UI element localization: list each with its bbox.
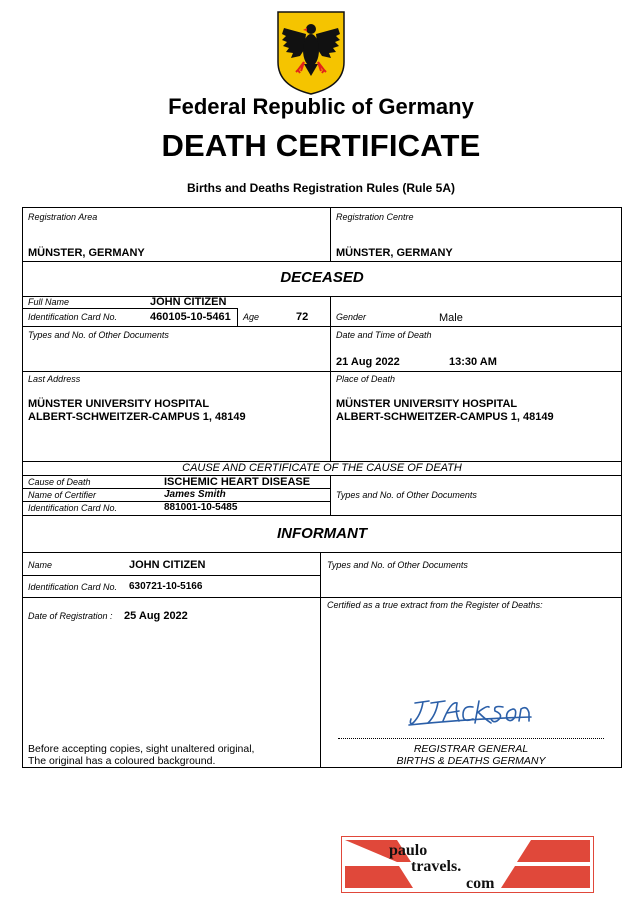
coat-of-arms-icon — [276, 10, 346, 96]
divider — [22, 296, 622, 297]
country-heading: Federal Republic of Germany — [168, 94, 474, 119]
certifier-value: James Smith — [164, 489, 226, 500]
divider — [320, 552, 321, 768]
certified-extract-label: Certified as a true extract from the Register of Deaths: — [327, 600, 543, 610]
divider — [22, 597, 622, 598]
place-of-death-line1: MÜNSTER UNIVERSITY HOSPITAL — [336, 398, 518, 410]
date-time-label: Date and Time of Death — [336, 330, 432, 340]
place-of-death-line2: ALBERT-SCHWEITZER-CAMPUS 1, 48149 — [336, 411, 554, 423]
last-address-label: Last Address — [28, 374, 81, 384]
informant-name-value: JOHN CITIZEN — [129, 559, 206, 571]
certifier-id-value: 881001-10-5485 — [164, 502, 238, 513]
gender-label: Gender — [336, 312, 367, 322]
document-title: DEATH CERTIFICATE — [161, 128, 481, 163]
deceased-heading: DECEASED — [280, 269, 364, 286]
registration-date-value: 25 Aug 2022 — [124, 610, 188, 622]
full-name-value: JOHN CITIZEN — [150, 296, 227, 308]
paulo-travels-watermark-logo — [341, 836, 594, 893]
certifier-id-label: Identification Card No. — [28, 503, 118, 513]
signature-line — [338, 738, 604, 739]
full-name-label: Full Name — [28, 297, 70, 307]
other-documents-label: Types and No. of Other Documents — [28, 330, 169, 340]
divider — [330, 296, 331, 461]
notice-line1: Before accepting copies, sight unaltered original, — [28, 743, 255, 755]
place-of-death-label: Place of Death — [336, 374, 396, 384]
informant-id-label: Identification Card No. — [28, 582, 118, 592]
id-card-value: 460105-10-5461 — [150, 311, 231, 323]
last-address-line2: ALBERT-SCHWEITZER-CAMPUS 1, 48149 — [28, 411, 246, 423]
logo-line3: com — [466, 875, 495, 892]
divider — [22, 515, 622, 516]
registration-area-label: Registration Area — [28, 212, 98, 222]
registration-area-value: MÜNSTER, GERMANY — [28, 247, 145, 259]
logo-line2: travels. — [411, 858, 462, 875]
time-of-death: 13:30 AM — [449, 356, 497, 368]
registration-centre-value: MÜNSTER, GERMANY — [336, 247, 453, 259]
date-of-death: 21 Aug 2022 — [336, 356, 400, 368]
informant-other-documents-label: Types and No. of Other Documents — [327, 560, 468, 570]
divider — [22, 326, 622, 327]
divider — [237, 308, 238, 326]
logo-line1: paulo — [389, 842, 428, 859]
registrar-signature — [405, 693, 535, 729]
registrar-title-line1: REGISTRAR GENERAL — [413, 743, 529, 755]
registration-centre-label: Registration Centre — [336, 212, 414, 222]
informant-name-label: Name — [28, 560, 53, 570]
informant-id-value: 630721-10-5166 — [129, 581, 203, 592]
divider — [22, 552, 622, 553]
cause-other-documents-label: Types and No. of Other Documents — [336, 490, 477, 500]
age-value: 72 — [296, 311, 309, 323]
divider — [22, 475, 622, 476]
last-address-line1: MÜNSTER UNIVERSITY HOSPITAL — [28, 398, 210, 410]
cause-value: ISCHEMIC HEART DISEASE — [164, 476, 311, 488]
age-label: Age — [243, 312, 260, 322]
cause-heading: CAUSE AND CERTIFICATE OF THE CAUSE OF DEATH — [182, 462, 462, 474]
registrar-title-line2: BIRTHS & DEATHS GERMANY — [396, 755, 546, 767]
divider — [22, 371, 622, 372]
informant-heading: INFORMANT — [277, 525, 367, 542]
id-card-label: Identification Card No. — [28, 312, 118, 322]
registration-date-label: Date of Registration : — [28, 611, 113, 621]
rules-subtitle: Births and Deaths Registration Rules (Rule 5A) — [186, 181, 456, 195]
notice-line2: The original has a coloured background. — [28, 755, 216, 767]
divider — [330, 475, 331, 515]
divider — [330, 207, 331, 261]
divider — [22, 308, 238, 309]
cause-label: Cause of Death — [28, 477, 91, 487]
gender-value: Male — [439, 312, 463, 324]
divider — [22, 261, 622, 262]
certifier-label: Name of Certifier — [28, 490, 97, 500]
divider — [22, 575, 320, 576]
